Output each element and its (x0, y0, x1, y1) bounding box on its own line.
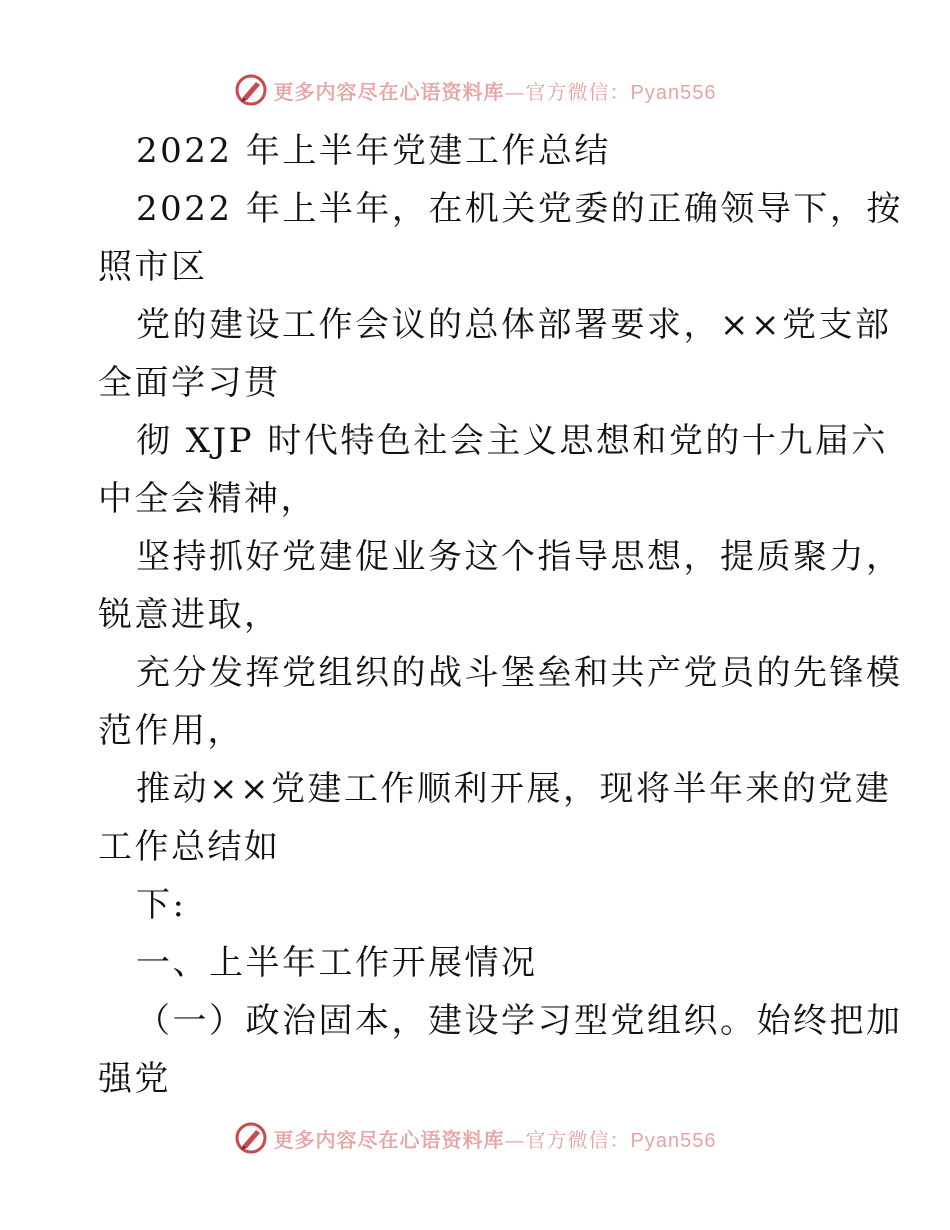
text-line: 2022 年上半年，在机关党委的正确领导下，按 (136, 189, 903, 229)
watermark-id: Pyan556 (630, 1129, 717, 1152)
text-line: 党的建设工作会议的总体部署要求，××党支部 (136, 305, 892, 345)
watermark-id: Pyan556 (630, 81, 717, 104)
watermark-dash: — (504, 79, 526, 104)
pen-logo-icon (234, 1121, 268, 1155)
text-line: 工作总结如 (98, 827, 281, 867)
text-line: 照市区 (98, 247, 208, 287)
watermark-inner (234, 73, 717, 107)
header-watermark (0, 70, 950, 110)
text-line: 2022 年上半年党建工作总结 (136, 131, 611, 171)
text-line: 强党 (98, 1059, 171, 1099)
watermark-inner (234, 1121, 717, 1155)
watermark-dash: — (504, 1127, 526, 1152)
watermark-suffix: 官方微信： (525, 1127, 631, 1152)
text-line: 中全会精神， (98, 479, 317, 519)
text-line: 推动××党建工作顺利开展，现将半年来的党建 (136, 769, 892, 809)
watermark-main-text: 更多内容尽在心语资料库 (273, 1127, 505, 1152)
text-line: 范作用， (98, 711, 244, 751)
watermark-suffix: 官方微信： (525, 79, 631, 104)
text-line: 坚持抓好党建促业务这个指导思想，提质聚力， (136, 537, 903, 577)
text-line: （一）政治固本，建设学习型党组织。始终把加 (136, 1001, 903, 1041)
watermark-main-text: 更多内容尽在心语资料库 (273, 79, 505, 104)
footer-watermark (0, 1118, 950, 1158)
watermark-text (274, 76, 717, 105)
text-line: 一、上半年工作开展情况 (136, 943, 538, 983)
text-line: 彻 XJP 时代特色社会主义思想和党的十九届六 (136, 421, 888, 461)
text-line: 锐意进取， (98, 595, 281, 635)
document-body (98, 122, 903, 1108)
watermark-text (274, 1124, 717, 1153)
text-line: 下: (136, 885, 187, 925)
text-line: 全面学习贯 (98, 363, 281, 403)
pen-logo-icon (234, 73, 268, 107)
text-line: 充分发挥党组织的战斗堡垒和共产党员的先锋模 (136, 653, 903, 693)
